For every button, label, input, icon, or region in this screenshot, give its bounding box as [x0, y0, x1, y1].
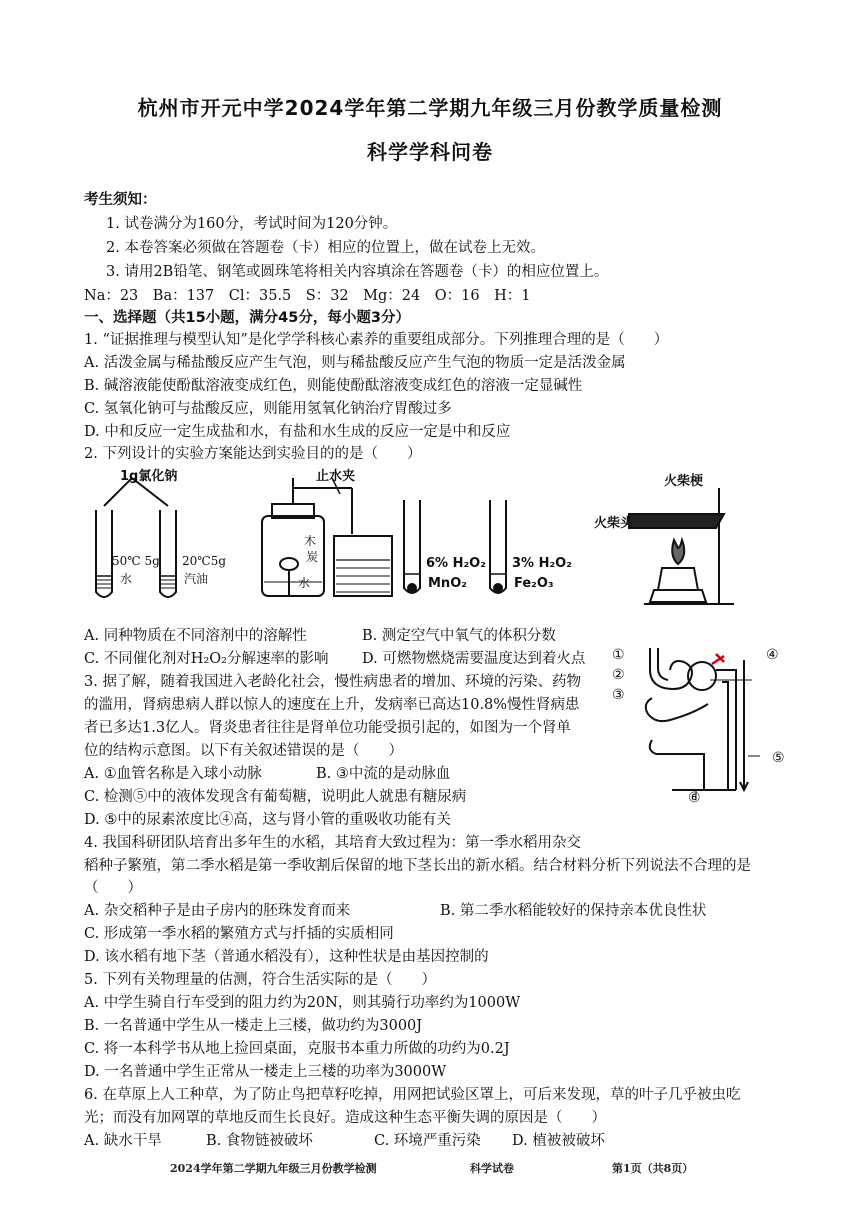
- exam-title: 杭州市开元中学2024学年第二学期九年级三月份教学质量检测: [137, 96, 723, 120]
- q4-option-b: B. 第二季水稻能较好的保持亲本优良性状: [440, 903, 707, 919]
- q6-option-b: B. 食物链被破坏: [206, 1133, 313, 1149]
- q3-line-4: 位的结构示意图。以下有关叙述错误的是（ ）: [84, 743, 403, 759]
- q3-line-1: 3. 据了解，随着我国进入老龄化社会，慢性病患者的增加、环境的污染、药物: [84, 674, 581, 690]
- q5-stem: 5. 下列有关物理量的估测，符合生活实际的是（ ）: [84, 972, 436, 988]
- fig-d-stick-label: 火柴梗: [664, 474, 704, 489]
- q4-line-2: 稻种子繁殖，第二季水稻是第一季收割后保留的地下茎长出的新水稻。结合材料分析下列说法不合理的是: [84, 858, 751, 874]
- q6-option-c: C. 环境严重污染: [374, 1133, 481, 1149]
- q3-line-3: 者已多达1.3亿人。肾炎患者往往是肾单位功能受损引起的，如图为一个肾单: [84, 720, 572, 736]
- footer-exam-name: 2024学年第二学期九年级三月份教学检测: [170, 1162, 377, 1175]
- q1-option-a: A. 活泼金属与稀盐酸反应产生气泡，则与稀盐酸反应产生气泡的物质一定是活泼金属: [84, 355, 626, 371]
- q4-line-3: （ ）: [84, 880, 142, 896]
- q3-option-c: C. 检测⑤中的液体发现含有葡萄糖，说明此人就患有糖尿病: [84, 789, 467, 805]
- q1-stem: 1. “证据推理与模型认知”是化学学科核心素养的重要组成部分。下列推理合理的是（ ）: [84, 332, 669, 348]
- fig-d-head-label: 火柴头: [594, 516, 634, 531]
- q4-option-d: D. 该水稻有地下茎（普通水稻没有），这种性状是由基因控制的: [84, 949, 489, 965]
- figure-b-flask-beaker: [262, 478, 392, 596]
- exam-subtitle: 科学学科问卷: [367, 140, 493, 164]
- fig-a-right-label-2: 汽油: [184, 572, 209, 586]
- q1-option-c: C. 氢氧化钠可与盐酸反应，则能用氢氧化钠治疗胃酸过多: [84, 401, 452, 417]
- q1-option-d: D. 中和反应一定生成盐和水，有盐和水生成的反应一定是中和反应: [84, 424, 511, 440]
- q3-option-d: D. ⑤中的尿素浓度比④高，这与肾小管的重吸收功能有关: [84, 812, 451, 828]
- q2-option-d: D. 可燃物燃烧需要温度达到着火点: [362, 651, 586, 667]
- q1-option-b: B. 碱溶液能使酚酞溶液变成红色，则能使酚酞溶液变成红色的溶液一定显碱性: [84, 378, 583, 394]
- figure-a-test-tubes: [96, 478, 176, 597]
- nephron-label-5: ⑤: [772, 750, 785, 766]
- q6-line-1: 6. 在草原上人工种草，为了防止鸟把草籽吃掉，用网把试验区罩上，可后来发现，草的叶子几乎被虫吃: [84, 1087, 741, 1103]
- fig-a-right-label: 20℃5g: [182, 554, 227, 568]
- q4-option-c: C. 形成第一季水稻的繁殖方式与扦插的实质相同: [84, 926, 394, 942]
- fig-b-clip-label: 止水夹: [316, 469, 356, 484]
- fig-a-sodium-chloride: 1g氯化钠: [120, 469, 178, 484]
- q4-option-a: A. 杂交稻种子是由子房内的胚珠发育而来: [84, 903, 351, 919]
- fig-b-charcoal-label: 炭: [306, 550, 319, 564]
- q6-option-a: A. 缺水干旱: [84, 1133, 162, 1149]
- q3-option-a: A. ①血管名称是入球小动脉: [84, 766, 262, 782]
- q2-option-c: C. 不同催化剂对H₂O₂分解速率的影响: [84, 651, 329, 667]
- fig-c-left-catalyst: MnO₂: [428, 576, 467, 591]
- q5-option-b: B. 一名普通中学生从一楼走上三楼，做功约为3000J: [84, 1018, 423, 1034]
- nephron-label-1: ①: [612, 647, 625, 663]
- nephron-label-3: ③: [612, 687, 625, 703]
- fig-c-left-label: 6% H₂O₂: [426, 556, 486, 571]
- footer-page-number: 第1页（共8页）: [612, 1162, 694, 1175]
- q3-option-b: B. ③中流的是动脉血: [316, 766, 451, 782]
- nephron-diagram: [612, 640, 802, 820]
- fig-a-left-label: 50℃ 5g: [112, 554, 160, 568]
- q4-line-1: 4. 我国科研团队培育出多年生的水稻，其培育大致过程为：第一季水稻用杂交: [84, 835, 581, 851]
- fig-a-left-label-2: 水: [120, 572, 133, 586]
- section-heading: 一、选择题（共15小题，满分45分，每小题3分）: [84, 310, 410, 326]
- nephron-label-4: ④: [766, 647, 779, 663]
- fig-b-wood-label: 木: [304, 534, 317, 548]
- q2-stem: 2. 下列设计的实验方案能达到实验目的的是（ ）: [84, 446, 422, 462]
- notice-item-3: 3. 请用2B铅笔、钢笔或圆珠笔将相关内容填涂在答题卷（卡）的相应位置上。: [106, 264, 609, 280]
- fig-c-right-catalyst: Fe₂O₃: [514, 576, 554, 591]
- q5-option-a: A. 中学生骑自行车受到的阻力约为20N，则其骑行功率约为1000W: [84, 995, 521, 1011]
- q6-line-2: 光；而没有加网罩的草地反而生长良好。造成这种生态平衡失调的原因是（ ）: [84, 1110, 606, 1126]
- atomic-masses: Na：23 Ba：137 Cl：35.5 S：32 Mg：24 O：16 H：1: [84, 288, 531, 304]
- q5-option-c: C. 将一本科学书从地上捡回桌面，克服书本重力所做的功约为0.2J: [84, 1041, 510, 1057]
- q3-line-2: 的滥用，肾病患病人群以惊人的速度在上升，发病率已高达10.8%慢性肾病患: [84, 697, 580, 713]
- fig-b-water-label: 水: [298, 576, 311, 590]
- q5-option-d: D. 一名普通中学生正常从一楼走上三楼的功率为3000W: [84, 1064, 447, 1080]
- q6-option-d: D. 植被被破坏: [512, 1133, 605, 1149]
- notice-item-1: 1. 试卷满分为160分，考试时间为120分钟。: [106, 216, 398, 232]
- notice-item-2: 2. 本卷答案必须做在答题卷（卡）相应的位置上，做在试卷上无效。: [106, 240, 545, 256]
- nephron-label-6: ⑥: [688, 790, 701, 806]
- notice-heading: 考生须知：: [84, 192, 157, 208]
- q2-option-a: A. 同种物质在不同溶剂中的溶解性: [84, 628, 307, 644]
- nephron-label-2: ②: [612, 667, 625, 683]
- footer-subject: 科学试卷: [470, 1162, 514, 1175]
- q2-option-b: B. 测定空气中氧气的体积分数: [362, 628, 556, 644]
- figure-d-burner: [629, 488, 734, 604]
- fig-c-right-label: 3% H₂O₂: [512, 556, 572, 571]
